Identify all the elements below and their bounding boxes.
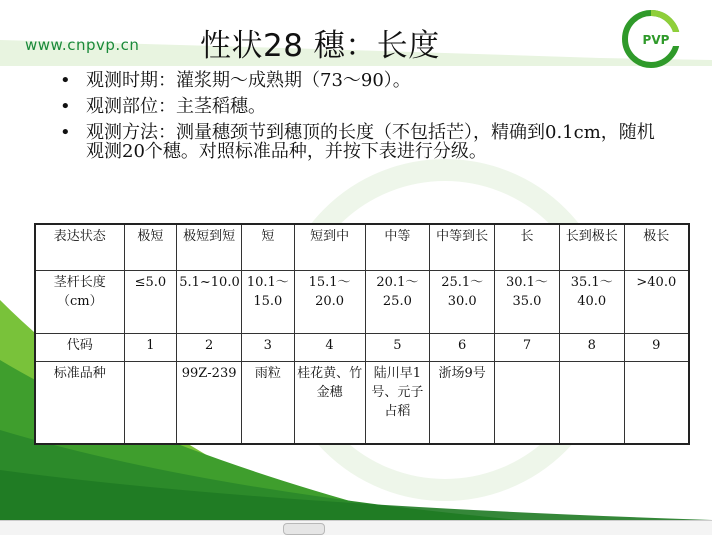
- horizontal-scrollbar[interactable]: [0, 520, 712, 535]
- table-cell: [495, 361, 560, 444]
- table-cell: 2: [177, 334, 242, 361]
- table-cell: 15.1～20.0: [294, 270, 365, 334]
- table-cell: 5.1~10.0: [177, 270, 242, 334]
- table-cell: >40.0: [624, 270, 689, 334]
- grading-table: [34, 223, 690, 445]
- table-row-expression: [35, 224, 689, 270]
- table-cell: 短: [242, 224, 295, 270]
- table-cell: [124, 361, 177, 444]
- logo-text: PVP: [642, 33, 670, 47]
- bullet-item: • 观测时期：灌浆期～成熟期（73～90）。: [60, 71, 670, 90]
- table-cell: 中等到长: [430, 224, 495, 270]
- scrollbar-thumb[interactable]: [283, 523, 325, 535]
- table-cell: 8: [559, 334, 624, 361]
- bullet-item: • 观测方法：测量穗颈节到穗顶的长度（不包括芒），精确到0.1cm，随机观测20个穗。对照标准品种，并按下表进行分级。: [60, 123, 670, 161]
- table-cell: 10.1～15.0: [242, 270, 295, 334]
- site-url: www.cnpvp.cn: [25, 36, 140, 54]
- table-cell: 30.1～35.0: [495, 270, 560, 334]
- table-cell: [559, 361, 624, 444]
- table-cell: ≤5.0: [124, 270, 177, 334]
- table-cell: 极长: [624, 224, 689, 270]
- table-cell: 标准品种: [35, 361, 124, 444]
- table-cell: 极短到短: [177, 224, 242, 270]
- table-cell: 茎杆长度（cm）: [35, 270, 124, 334]
- table-cell: 99Z-239: [177, 361, 242, 444]
- table-cell: 浙场9号: [430, 361, 495, 444]
- table-cell: [624, 361, 689, 444]
- table-cell: 代码: [35, 334, 124, 361]
- table-cell: 极短: [124, 224, 177, 270]
- table-cell: 6: [430, 334, 495, 361]
- table-cell: 雨粒: [242, 361, 295, 444]
- table-row-length: [35, 270, 689, 334]
- bullet-list: [60, 71, 670, 168]
- table-cell: 长到极长: [559, 224, 624, 270]
- table-cell: 长: [495, 224, 560, 270]
- table-cell: 短到中: [294, 224, 365, 270]
- table-cell: 中等: [365, 224, 430, 270]
- table-cell: 3: [242, 334, 295, 361]
- table-cell: 9: [624, 334, 689, 361]
- table-cell: 20.1～25.0: [365, 270, 430, 334]
- page-title: 性状28 穗：长度: [200, 28, 440, 64]
- table-row-code: [35, 334, 689, 361]
- table-cell: 桂花黄、竹金穗: [294, 361, 365, 444]
- bullet-item: • 观测部位：主茎稻穗。: [60, 97, 670, 116]
- table-cell: 5: [365, 334, 430, 361]
- table-cell: 陆川早1号、元子占稻: [365, 361, 430, 444]
- table-row-standard-variety: [35, 361, 689, 444]
- table-cell: 25.1～30.0: [430, 270, 495, 334]
- table-cell: 表达状态: [35, 224, 124, 270]
- table-cell: 1: [124, 334, 177, 361]
- table-cell: 4: [294, 334, 365, 361]
- table-cell: 35.1～40.0: [559, 270, 624, 334]
- table-cell: 7: [495, 334, 560, 361]
- pvp-logo: [622, 10, 684, 68]
